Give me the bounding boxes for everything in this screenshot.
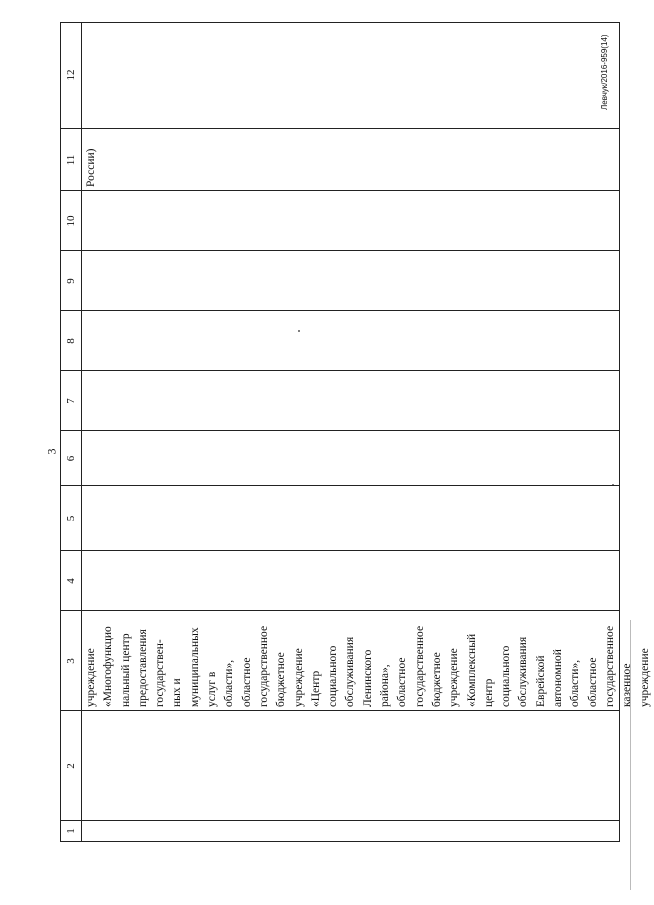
cell-line: нальный центр (119, 633, 132, 707)
cell-line: обслуживания (517, 636, 530, 707)
cell-line: Ленинского (361, 649, 374, 707)
cell-line: учреждение (85, 648, 97, 707)
cell-line: учреждение (448, 648, 461, 707)
column-divider (61, 820, 619, 821)
header-row-divider (81, 23, 82, 841)
cell-line: области», (223, 659, 236, 707)
cell-line: услуг в (206, 671, 219, 707)
cell-col3-institutions (83, 613, 654, 707)
column-header-6: 6 (65, 455, 77, 462)
cell-line: ных и (171, 678, 184, 707)
cell-line: государственное (413, 625, 426, 707)
column-divider (61, 610, 619, 611)
cell-line: казенное (621, 663, 634, 707)
cell-line: бюджетное (430, 652, 443, 707)
cell-line: «Центр (309, 670, 322, 707)
page-number: 3 (44, 448, 59, 455)
column-header-9: 9 (65, 278, 77, 284)
column-header-5: 5 (65, 515, 77, 522)
column-divider (61, 190, 619, 191)
column-divider (61, 710, 619, 711)
cell-line: центр (482, 678, 495, 707)
data-table (60, 22, 651, 842)
cell-line: государственное (603, 625, 616, 707)
column-header-7: 7 (65, 398, 77, 404)
cell-line: государственное (257, 625, 270, 707)
column-header-8: 8 (65, 338, 77, 344)
column-divider (61, 550, 619, 551)
cell-line: обслуживания (344, 636, 357, 707)
cell-line: муниципальных (188, 627, 201, 707)
cell-line: областное (586, 657, 599, 707)
rotated-table-page (60, 22, 651, 842)
cell-line: предоставления (136, 629, 149, 707)
cell-line: социального (327, 645, 340, 707)
cell-line: учреждение (638, 648, 651, 707)
column-divider (61, 250, 619, 251)
cell-line: «Комплексный (465, 633, 478, 707)
column-divider (61, 430, 619, 431)
column-header-10: 10 (65, 215, 77, 227)
column-header-3: 3 (65, 658, 77, 664)
cell-line: социального (500, 645, 513, 707)
cell-line: областное (240, 657, 253, 707)
cell-line: областное (396, 657, 409, 707)
column-divider (61, 128, 619, 129)
column-divider (61, 370, 619, 371)
column-header-1: 1 (65, 828, 77, 834)
column-header-11: 11 (65, 154, 77, 166)
cell-line: области», (569, 659, 582, 707)
cell-line: «Многофункцио (102, 626, 115, 707)
cell-col11-text: России) (85, 148, 97, 187)
footer-document-code: Левчук/2016-959(14) (600, 34, 609, 110)
column-header-12: 12 (65, 69, 77, 81)
cell-line: района», (379, 664, 392, 707)
column-header-4: 4 (65, 578, 77, 584)
cell-line: государствен- (154, 639, 167, 707)
cell-line: бюджетное (275, 652, 288, 707)
cell-line: Еврейской (534, 655, 547, 707)
cell-line: учреждение (292, 648, 305, 707)
cell-line: автономной (552, 649, 565, 707)
column-header-2: 2 (65, 763, 77, 769)
column-divider (61, 310, 619, 311)
column-divider (61, 485, 619, 486)
